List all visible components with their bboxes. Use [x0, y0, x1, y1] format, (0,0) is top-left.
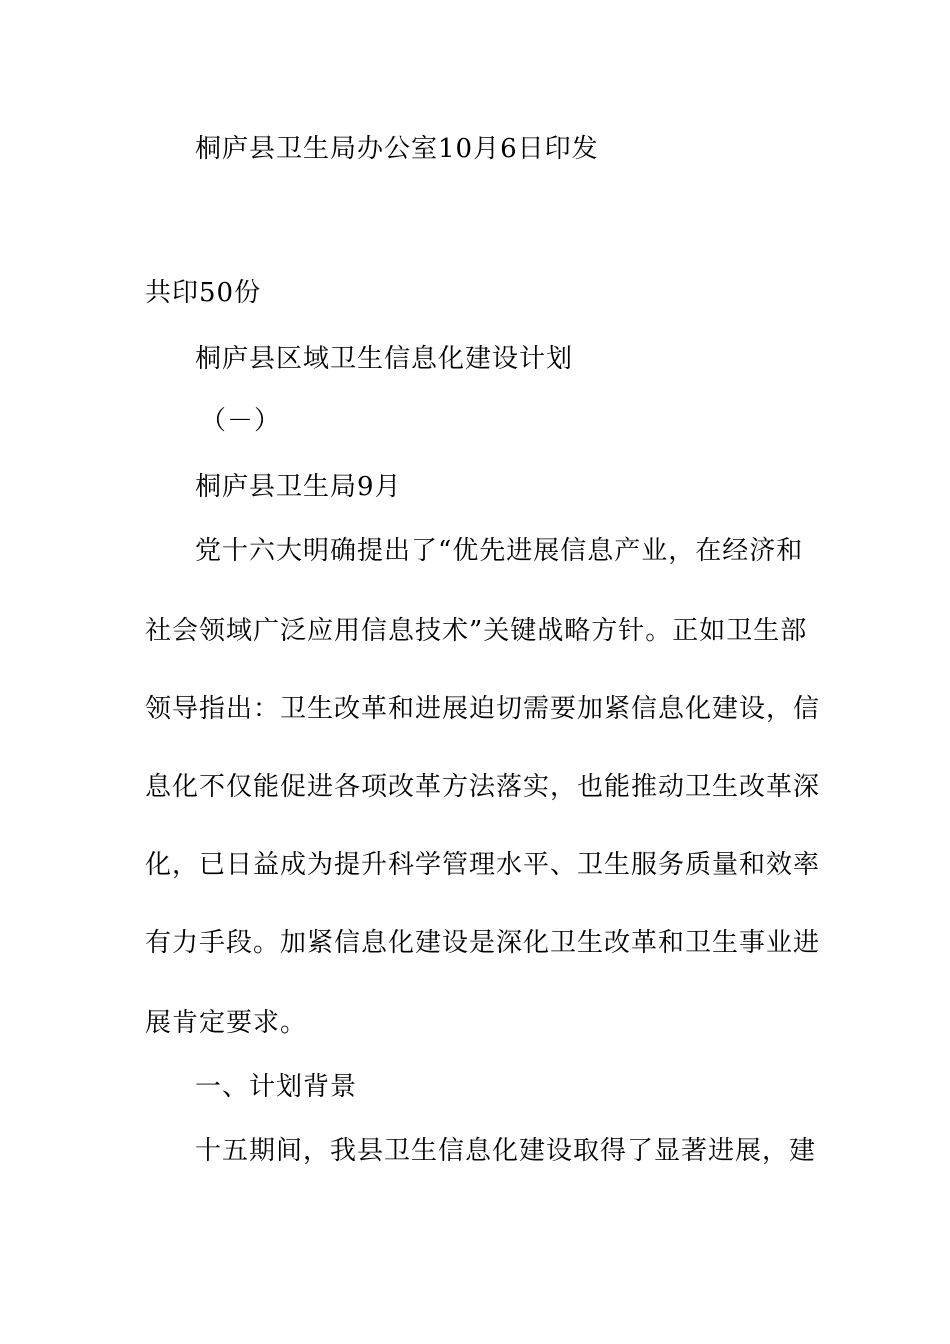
issuer-line: 桐庐县卫生局办公室10月6日印发 [195, 134, 599, 164]
copies-line: 共印50份 [145, 278, 262, 308]
author-line: 桐庐县卫生局9月 [195, 472, 402, 502]
title-number: （－） [200, 406, 282, 436]
paragraph-line: 有力手段。加紧信息化建设是深化卫生改革和卫生事业进 [145, 928, 821, 958]
paragraph-line: 息化不仅能促进各项改革方法落实，也能推动卫生改革深 [145, 772, 821, 802]
paragraph-line: 化，已日益成为提升科学管理水平、卫生服务质量和效率 [145, 850, 821, 880]
document-title: 桐庐县区域卫生信息化建设计划 [195, 344, 574, 374]
paragraph-line: 社会领域广泛应用信息技术”关键战略方针。正如卫生部 [145, 616, 808, 646]
paragraph-line: 领导指出：卫生改革和进展迫切需要加紧信息化建设，信 [145, 694, 821, 724]
section-heading: 一、计划背景 [195, 1072, 358, 1102]
section-paragraph-line: 十五期间，我县卫生信息化建设取得了显著进展，建 [195, 1136, 817, 1166]
paragraph-line: 党十六大明确提出了“优先进展信息产业，在经济和 [195, 536, 804, 566]
paragraph-line: 展肯定要求。 [145, 1008, 308, 1038]
